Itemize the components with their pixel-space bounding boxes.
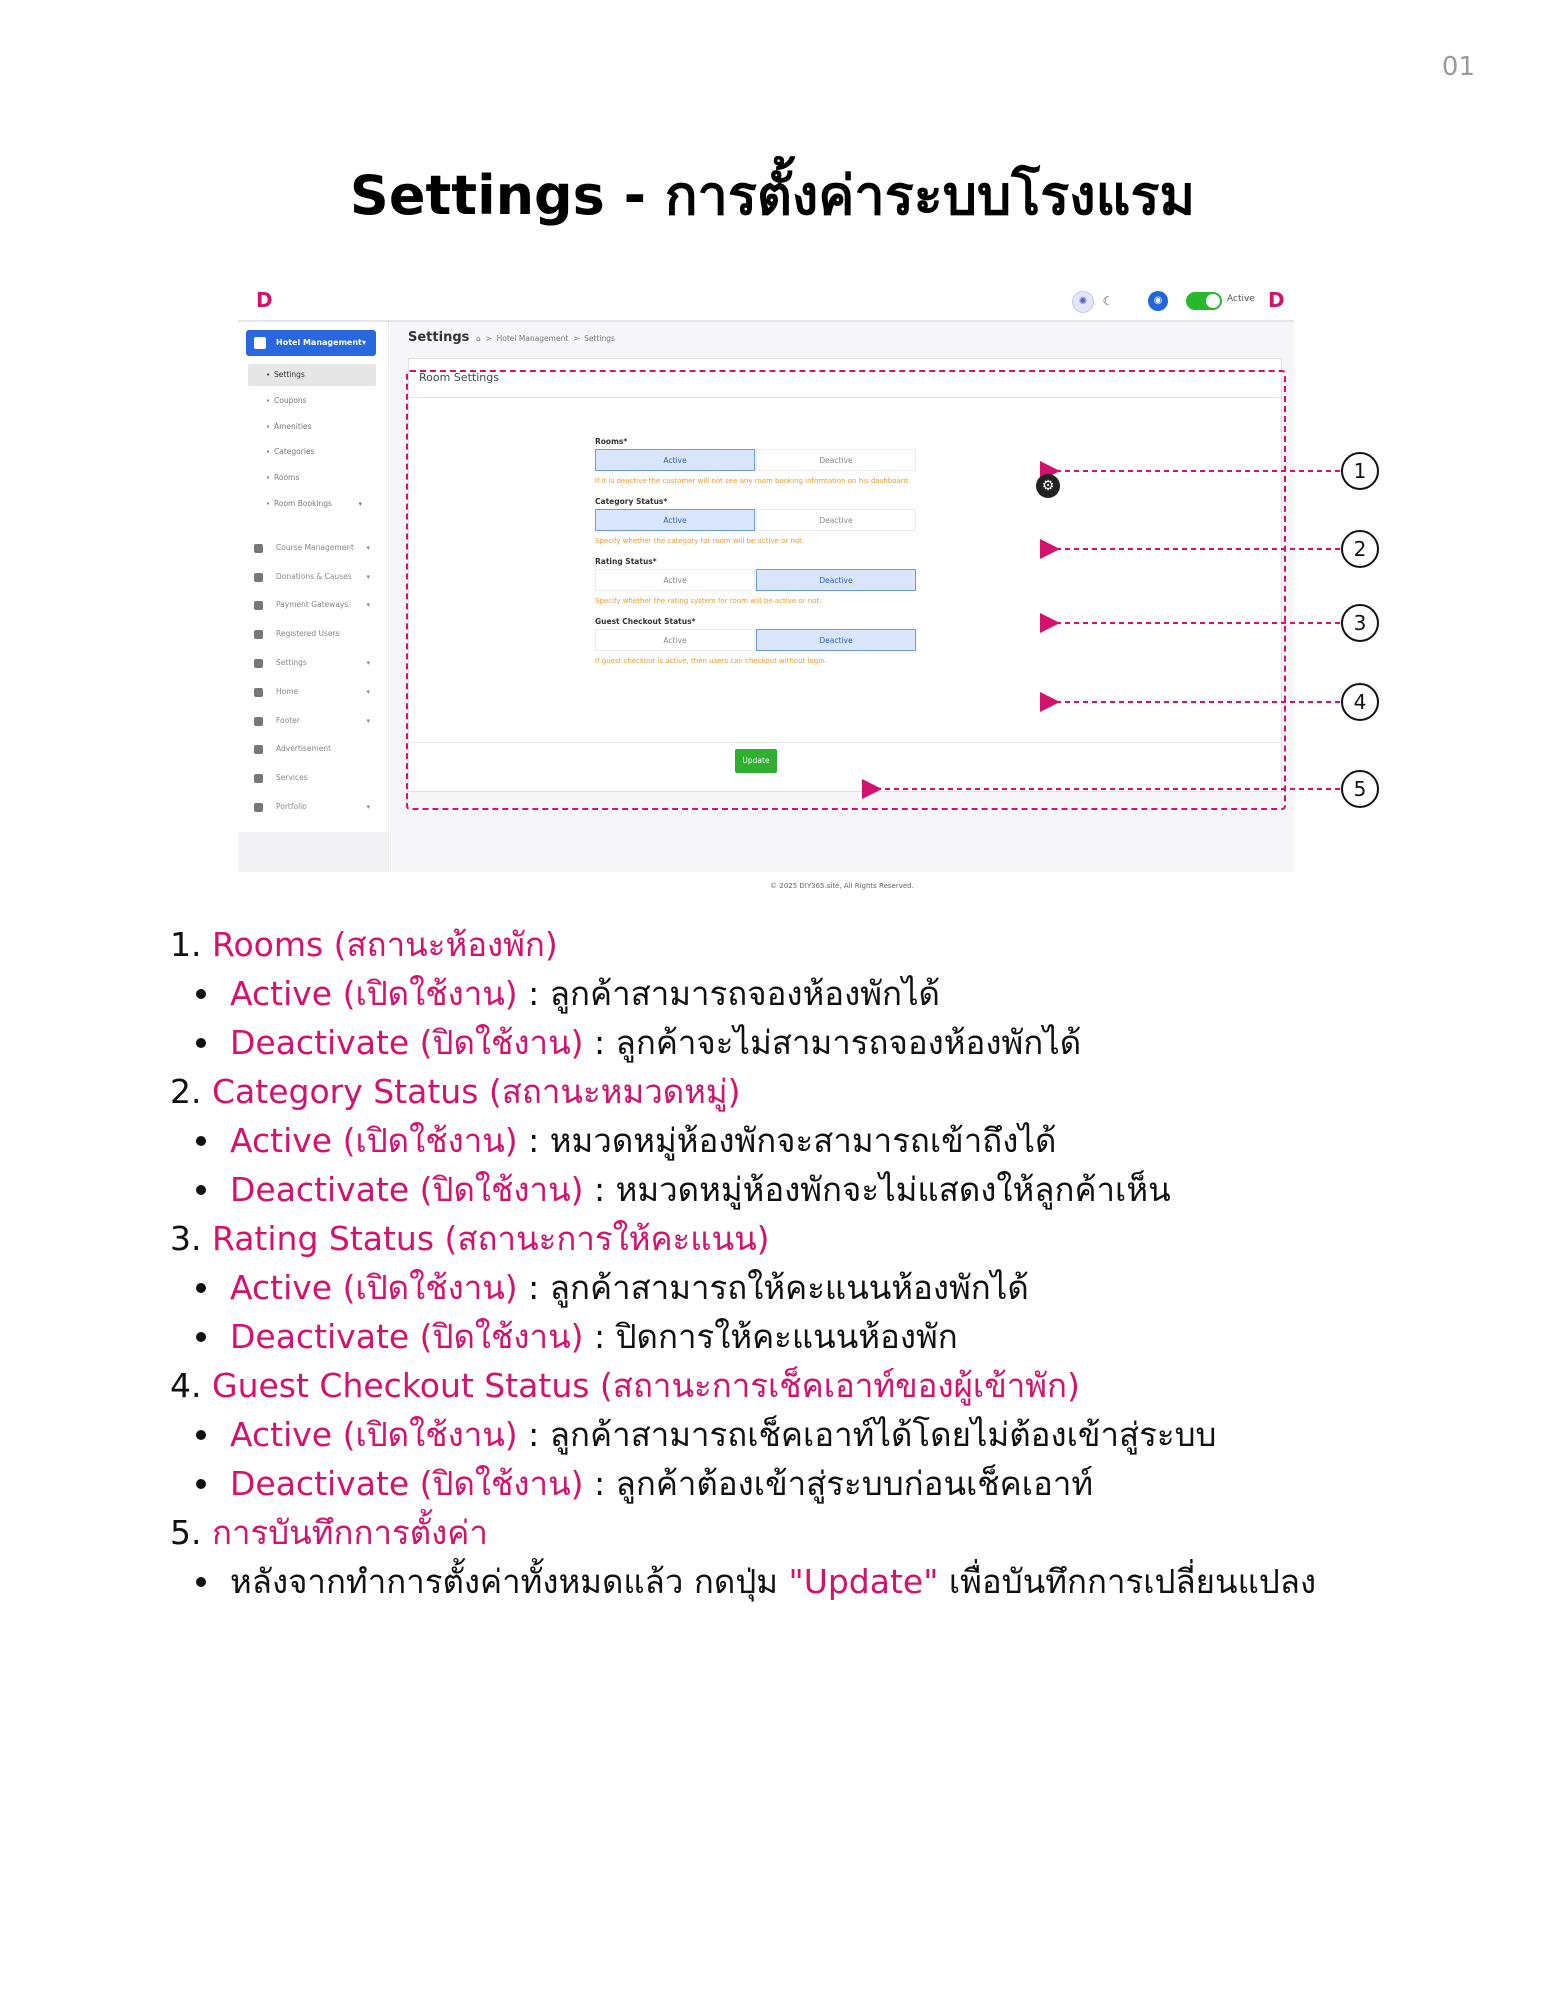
payment-icon — [254, 601, 263, 610]
preview-icon[interactable]: ◉ — [1148, 291, 1168, 311]
list-item-rooms: 1. Rooms (สถานะห้องพัก) — [170, 925, 558, 964]
rating-status-hint: Specify whether the rating system for room will be active or not. — [595, 597, 822, 605]
update-keyword: "Update" — [788, 1562, 939, 1601]
option-label: Deactivate (ปิดใช้งาน) — [230, 1317, 584, 1356]
list-heading: Category Status (สถานะหมวดหมู่) — [212, 1072, 741, 1111]
callout-4: 4 — [1341, 683, 1379, 721]
dark-mode-icon[interactable]: ☾ — [1102, 294, 1114, 308]
breadcrumb-hotel-management[interactable]: Hotel Management — [496, 334, 569, 343]
chevron-down-icon: ▾ — [366, 544, 370, 552]
guest-checkout-deactive-option[interactable]: Deactive — [756, 629, 916, 651]
sidebar-subitem-room-bookings-label: Room Bookings — [274, 499, 332, 508]
option-label: Active (เปิดใช้งาน) — [230, 1268, 518, 1307]
rooms-deactive-option[interactable]: Deactive — [756, 449, 916, 471]
services-icon — [254, 774, 263, 783]
breadcrumb-separator: > — [573, 334, 580, 343]
update-note-text: เพื่อบันทึกการเปลี่ยนแปลง — [938, 1562, 1317, 1601]
list-subitem — [170, 1459, 1470, 1508]
option-label: Deactivate (ปิดใช้งาน) — [230, 1170, 584, 1209]
chevron-down-icon: ▾ — [366, 573, 370, 581]
option-description: : ลูกค้าสามารถเช็คเอาท์ได้โดยไม่ต้องเข้าสู่ระบบ — [517, 1415, 1217, 1454]
sidebar-item-settings[interactable] — [254, 652, 374, 674]
category-active-option[interactable]: Active — [595, 509, 755, 531]
page-heading: Settings — [408, 330, 470, 345]
user-avatar-logo[interactable]: D — [1268, 288, 1285, 312]
breadcrumb — [476, 334, 615, 343]
room-settings-card — [408, 358, 1282, 792]
option-label: Deactivate (ปิดใช้งาน) — [230, 1464, 584, 1503]
copyright-text: © 2025 DIY365.site, All Rights Reserved. — [770, 882, 914, 890]
top-bar — [238, 282, 1294, 322]
category-deactive-option[interactable]: Deactive — [756, 509, 916, 531]
main-content — [390, 322, 1294, 890]
course-icon — [254, 544, 263, 553]
chevron-down-icon: ▾ — [366, 803, 370, 811]
chevron-down-icon: ▾ — [366, 717, 370, 725]
rating-active-option[interactable]: Active — [595, 569, 755, 591]
list-subitem — [170, 1018, 1470, 1067]
sidebar-item-label: Home — [276, 687, 299, 696]
hotel-icon — [254, 337, 266, 349]
divider — [409, 742, 1281, 743]
list-subitem — [170, 969, 1470, 1018]
sidebar-item-label: Registered Users — [276, 629, 340, 638]
users-icon — [254, 630, 263, 639]
list-item-guest-checkout-status: 4. Guest Checkout Status (สถานะการเช็คเอาท์ของผู้เข้าพัก) — [170, 1366, 1080, 1405]
list-heading: Rooms (สถานะห้องพัก) — [212, 925, 558, 964]
sidebar-item-label: Payment Gateways — [276, 600, 349, 609]
breadcrumb-settings: Settings — [584, 334, 615, 343]
category-status-hint: Specify whether the category for room will be active or not. — [595, 537, 805, 545]
category-status-label: Category Status* — [595, 497, 668, 506]
list-subitem — [170, 1165, 1470, 1214]
sidebar-subitem-rooms[interactable]: • Rooms — [248, 467, 376, 489]
sidebar-item-label: Portfolio — [276, 802, 307, 811]
sidebar-item-registered-users[interactable] — [254, 623, 374, 645]
sidebar-header-label: Hotel Management — [276, 338, 362, 347]
sidebar-subitem-room-bookings[interactable] — [248, 493, 376, 515]
sidebar-subitem-settings[interactable]: • Settings — [248, 364, 376, 386]
option-description: : ลูกค้าสามารถให้คะแนนห้องพักได้ — [517, 1268, 1029, 1307]
footer-icon — [254, 717, 263, 726]
list-heading: Rating Status (สถานะการให้คะแนน) — [212, 1219, 770, 1258]
sidebar-item-label: Advertisement — [276, 744, 332, 753]
sidebar-item-label: Footer — [276, 716, 300, 725]
sidebar-subitem-coupons[interactable]: • Coupons — [248, 390, 376, 412]
rating-deactive-option[interactable]: Deactive — [756, 569, 916, 591]
sidebar-item-label: Services — [276, 773, 308, 782]
sidebar-item-advertisement[interactable] — [254, 738, 374, 760]
list-subitem — [170, 1557, 1470, 1606]
chevron-down-icon: ▾ — [358, 500, 362, 508]
option-description: : ปิดการให้คะแนนห้องพัก — [583, 1317, 958, 1356]
home-icon — [254, 688, 263, 697]
sidebar-item-course-management[interactable] — [254, 537, 374, 559]
rooms-active-option[interactable]: Active — [595, 449, 755, 471]
list-subitem — [170, 1410, 1470, 1459]
sidebar-item-services[interactable] — [254, 767, 374, 789]
divider — [409, 397, 1281, 398]
chevron-down-icon: ▾ — [366, 688, 370, 696]
list-heading: การบันทึกการตั้งค่า — [212, 1513, 488, 1552]
chevron-down-icon: ▾ — [361, 338, 366, 347]
rooms-hint: If it is deactive the customer will not see any room booking information on his dashboard. — [595, 477, 911, 485]
sidebar-item-donations[interactable] — [254, 566, 374, 588]
guest-checkout-status-label: Guest Checkout Status* — [595, 617, 696, 626]
chevron-down-icon: ▾ — [366, 659, 370, 667]
sidebar-item-label: Course Management — [276, 543, 354, 552]
chevron-down-icon: ▾ — [366, 601, 370, 609]
sidebar-footer — [238, 832, 388, 872]
option-description: : หมวดหมู่ห้องพักจะสามารถเข้าถึงได้ — [517, 1121, 1057, 1160]
list-heading: Guest Checkout Status (สถานะการเช็คเอาท์ของผู้เข้าพัก) — [212, 1366, 1080, 1405]
option-label: Active (เปิดใช้งาน) — [230, 974, 518, 1013]
settings-description-list — [170, 920, 1470, 1606]
sidebar-item-label: Settings — [276, 658, 307, 667]
breadcrumb-separator: > — [485, 334, 492, 343]
home-icon[interactable]: ⌂ — [476, 334, 481, 343]
sidebar-item-home[interactable] — [254, 681, 374, 703]
sidebar-item-label: Donations & Causes — [276, 572, 352, 581]
callout-5: 5 — [1341, 770, 1379, 808]
advertisement-icon — [254, 745, 263, 754]
option-label: Active (เปิดใช้งาน) — [230, 1415, 518, 1454]
guest-checkout-status-selector — [595, 629, 919, 651]
rating-status-label: Rating Status* — [595, 557, 657, 566]
update-button[interactable]: Update — [735, 749, 777, 773]
option-label: Active (เปิดใช้งาน) — [230, 1121, 518, 1160]
callout-1: 1 — [1341, 452, 1379, 490]
list-subitem — [170, 1116, 1470, 1165]
option-description: : ลูกค้าสามารถจองห้องพักได้ — [517, 974, 940, 1013]
sidebar-item-payment-gateways[interactable] — [254, 594, 374, 616]
rooms-status-selector — [595, 449, 919, 471]
sidebar-subitem-categories[interactable]: • Categories — [248, 441, 376, 463]
rooms-label: Rooms* — [595, 437, 628, 446]
option-description: : ลูกค้าต้องเข้าสู่ระบบก่อนเช็คเอาท์ — [583, 1464, 1094, 1503]
guest-checkout-status-hint: If guest checkout is active, then users can checkout without login. — [595, 657, 827, 665]
settings-screenshot — [238, 282, 1294, 890]
floating-settings-icon[interactable]: ⚙ — [1036, 474, 1060, 498]
gear-icon — [254, 659, 263, 668]
sidebar-subitem-amenities[interactable]: • Amenities — [248, 416, 376, 438]
list-item-save-settings: 5. การบันทึกการตั้งค่า — [170, 1513, 488, 1552]
guest-checkout-active-option[interactable]: Active — [595, 629, 755, 651]
card-title: Room Settings — [419, 371, 499, 384]
sidebar — [238, 322, 389, 872]
option-description: : หมวดหมู่ห้องพักจะไม่แสดงให้ลูกค้าเห็น — [583, 1170, 1171, 1209]
document-title: Settings - การตั้งค่าระบบโรงแรม — [349, 164, 1196, 227]
donation-icon — [254, 573, 263, 582]
option-description: : ลูกค้าจะไม่สามารถจองห้องพักได้ — [583, 1023, 1082, 1062]
update-note-text: หลังจากทำการตั้งค่าทั้งหมดแล้ว กดปุ่ม — [230, 1562, 789, 1601]
portfolio-icon — [254, 803, 263, 812]
sidebar-item-hotel-management[interactable] — [246, 330, 376, 356]
callout-3: 3 — [1341, 604, 1379, 642]
page-number: 01 — [1441, 52, 1475, 82]
list-item-category-status: 2. Category Status (สถานะหมวดหมู่) — [170, 1072, 741, 1111]
option-label: Deactivate (ปิดใช้งาน) — [230, 1023, 584, 1062]
list-subitem — [170, 1312, 1470, 1361]
active-toggle-label: Active — [1227, 294, 1255, 304]
theme-settings-icon[interactable]: ✺ — [1072, 291, 1094, 313]
brand-logo[interactable]: D — [256, 288, 273, 312]
list-subitem — [170, 1263, 1470, 1312]
callout-2: 2 — [1341, 530, 1379, 568]
active-toggle[interactable] — [1186, 292, 1222, 310]
sidebar-item-portfolio[interactable] — [254, 796, 374, 818]
list-item-rating-status: 3. Rating Status (สถานะการให้คะแนน) — [170, 1219, 770, 1258]
rating-status-selector — [595, 569, 919, 591]
sidebar-item-footer[interactable] — [254, 710, 374, 732]
category-status-selector — [595, 509, 919, 531]
